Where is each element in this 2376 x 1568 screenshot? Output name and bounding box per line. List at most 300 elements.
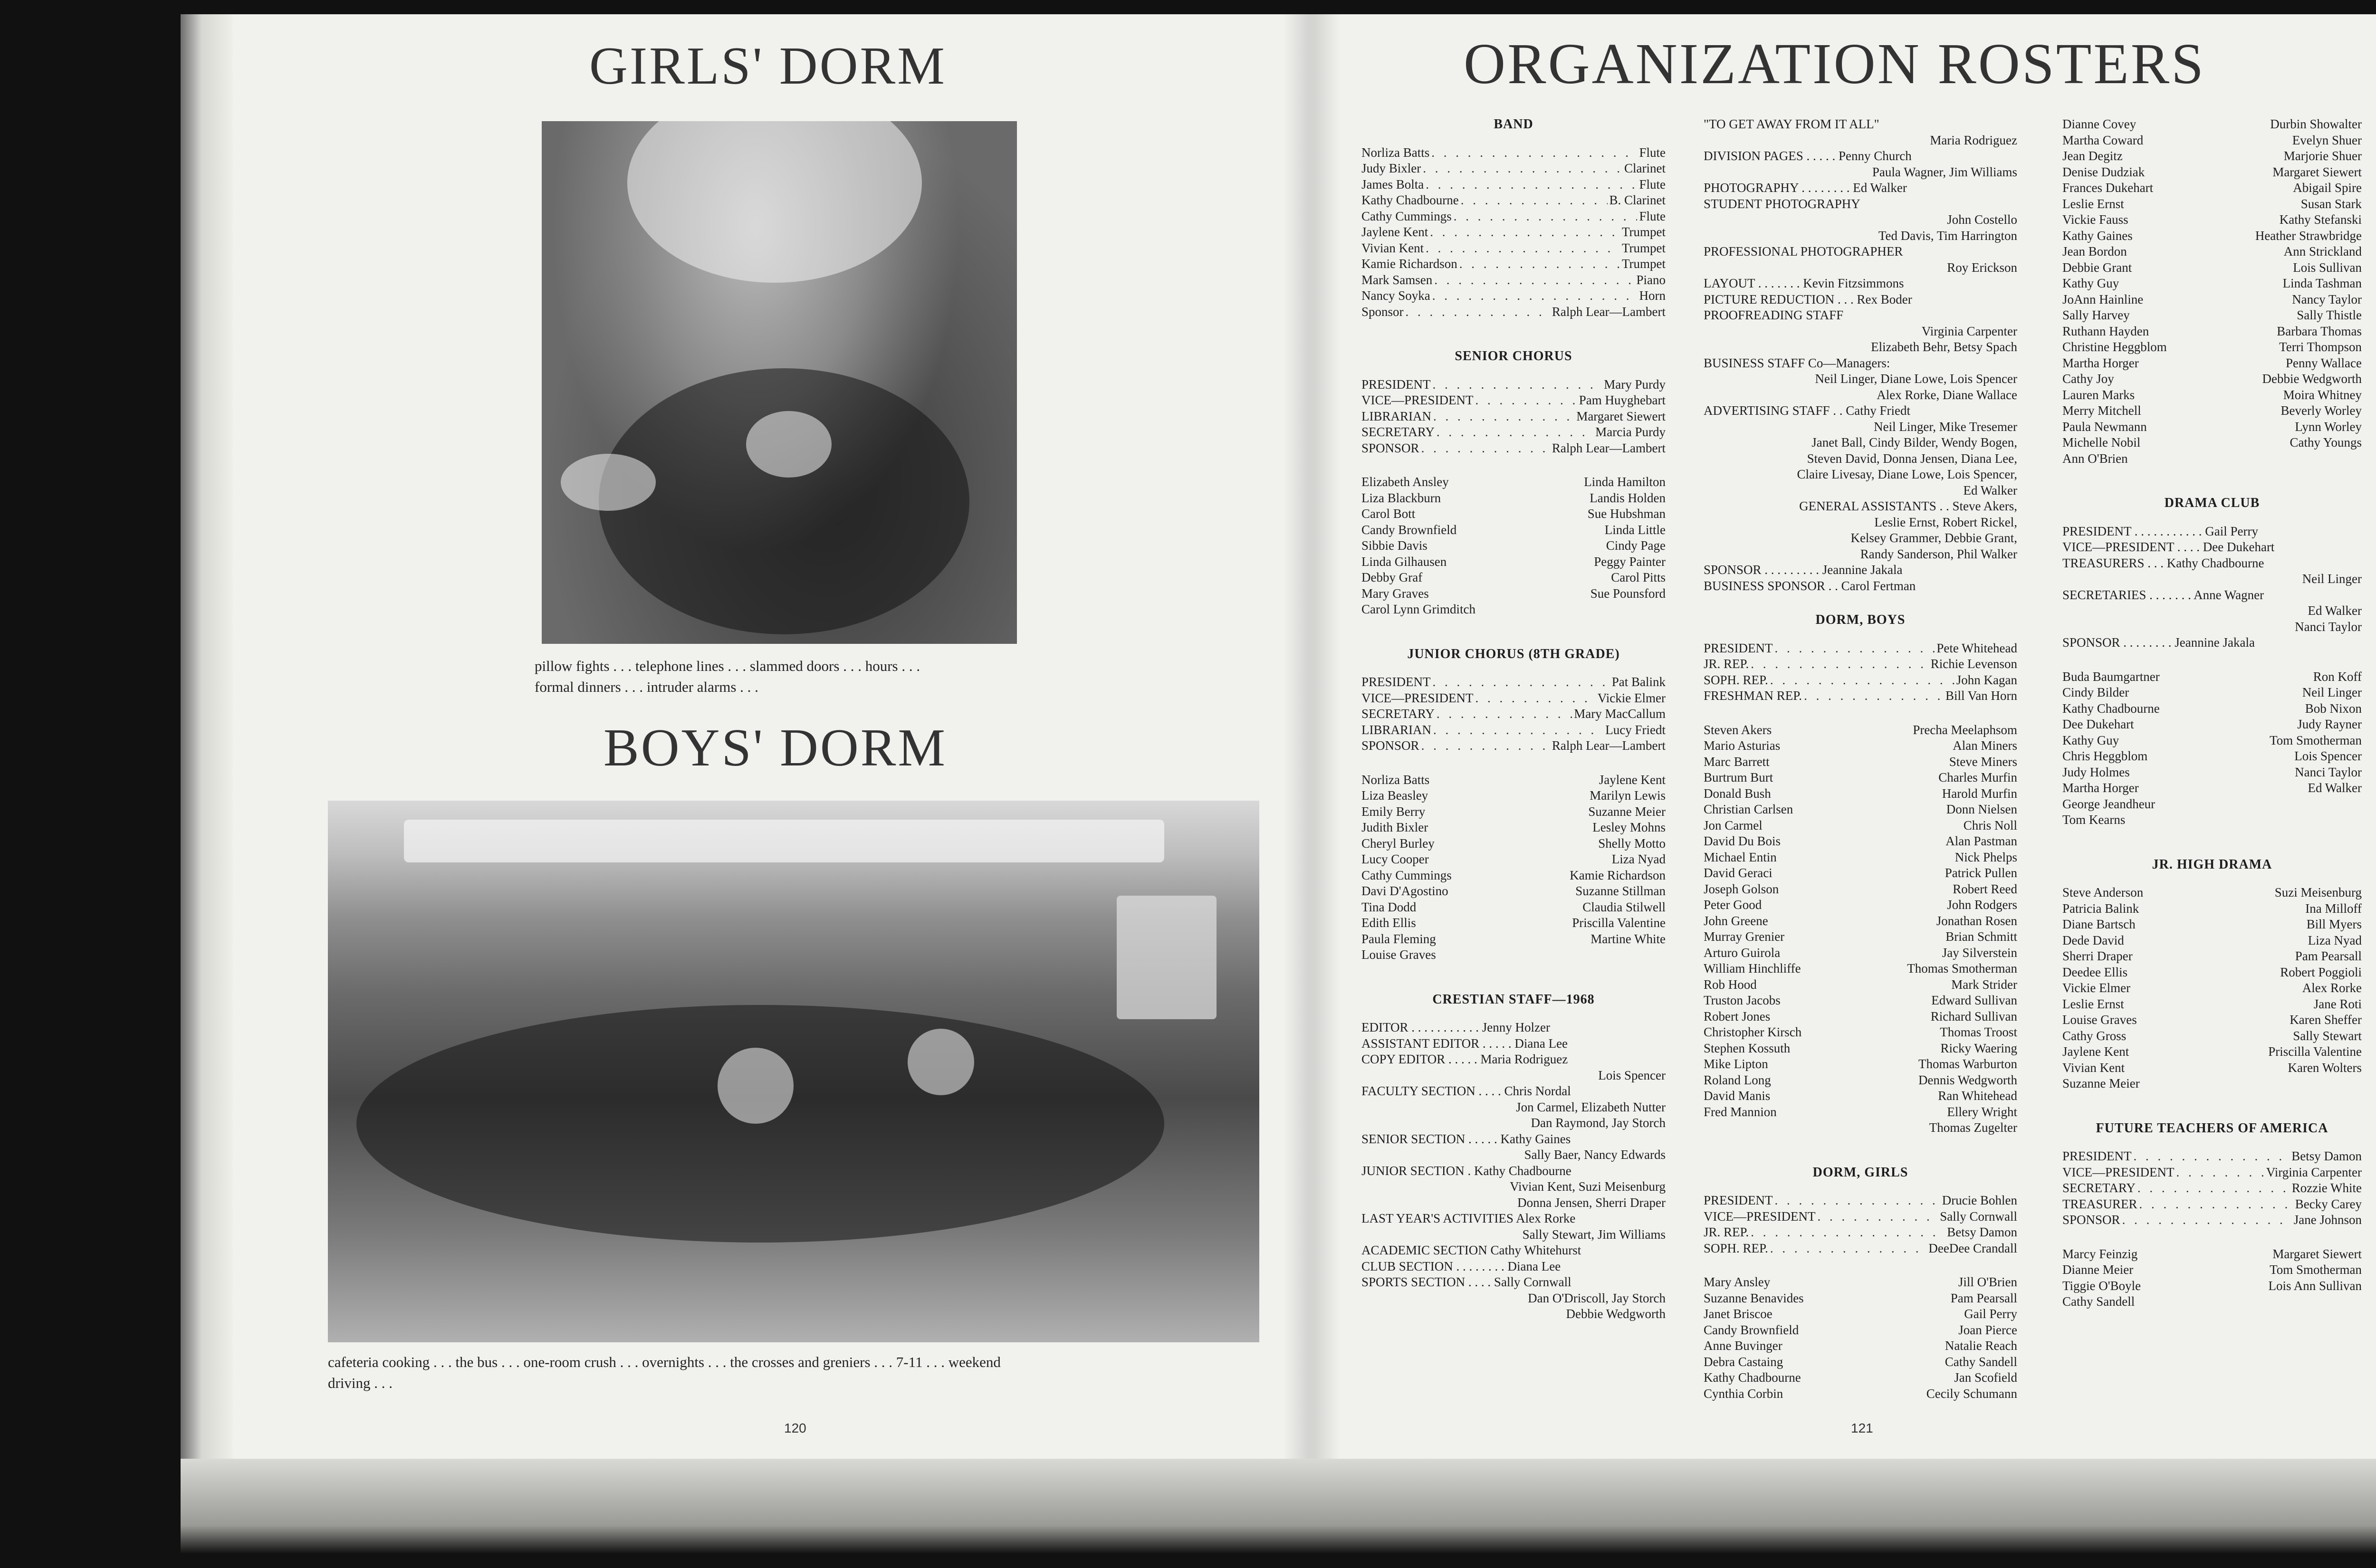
roster-name-left: Christine Heggblom	[2062, 340, 2167, 354]
leader-dots	[1818, 1209, 1938, 1225]
leader-dots	[2134, 1148, 2290, 1165]
leader-dots	[1406, 304, 1550, 320]
roster-name-right: Jay Silverstein	[1942, 945, 2017, 960]
roster-member-row	[1704, 754, 2017, 770]
roster-line: PROOFREADING STAFF	[1704, 308, 1844, 322]
leader-dots	[1423, 161, 1622, 177]
roster-name-right: Linda Hamilton	[1584, 475, 1666, 489]
roster-name-right: Thomas Smotherman	[1907, 961, 2017, 975]
roster-name-right: Bob Nixon	[2305, 701, 2362, 716]
roster-name-left: Sherri Draper	[2062, 949, 2133, 963]
roster-role-row	[1361, 256, 1666, 272]
roster-member-row	[1361, 931, 1666, 947]
roster-name-left: Lucy Cooper	[1361, 852, 1429, 866]
roster-name-left: Denise Dudziak	[2062, 164, 2145, 179]
roster-line: Vivian Kent, Suzi Meisenburg	[1510, 1179, 1666, 1194]
roster-name-left: VICE—PRESIDENT	[1704, 1209, 1816, 1224]
roster-role-row	[2062, 1212, 2362, 1228]
roster-name-left: Dede David	[2062, 933, 2124, 947]
page-number-left: 120	[784, 1421, 806, 1435]
roster-name-right: Natalie Reach	[1945, 1339, 2017, 1353]
roster-line: Leslie Ernst, Robert Rickel,	[1874, 515, 2017, 529]
roster-role-row	[1361, 392, 1666, 409]
roster-name-right: Jonathan Rosen	[1936, 913, 2017, 928]
roster-member-row	[1704, 865, 2017, 881]
roster-name-right: Trumpet	[1621, 225, 1666, 239]
roster-name-right: Sally Thistle	[2297, 308, 2362, 322]
roster-name-right: Betsy Damon	[1947, 1225, 2017, 1239]
roster-member-row	[2062, 116, 2362, 133]
roster-member-row	[2062, 733, 2362, 749]
roster-name-left: VICE—PRESIDENT	[1361, 690, 1474, 705]
roster-name-left: Liza Blackburn	[1361, 490, 1441, 505]
roster-member-row	[1704, 1024, 2017, 1041]
roster-name-left: JR. REP.	[1704, 657, 1749, 671]
roster-name-left: JR. REP.	[1704, 1225, 1749, 1239]
roster-name-right: Cecily Schumann	[1926, 1386, 2017, 1401]
roster-name-left: Michael Entin	[1704, 850, 1777, 864]
roster-member-row	[1704, 1338, 2017, 1354]
drama-club-officers	[2062, 524, 2362, 651]
roster-member-row	[2062, 435, 2362, 451]
roster-name-right: Pam Pearsall	[2295, 949, 2362, 963]
roster-line: Maria Rodriguez	[1930, 133, 2017, 147]
roster-member-row	[2062, 685, 2362, 701]
future-teachers-heading: FUTURE TEACHERS OF AMERICA	[2096, 1120, 2328, 1136]
roster-role-row	[2062, 1165, 2362, 1181]
roster-member-row	[2062, 933, 2362, 949]
roster-name-left: Frances Dukehart	[2062, 181, 2154, 195]
roster-name-left: Cheryl Burley	[1361, 836, 1435, 851]
roster-line: Neil Linger, Diane Lowe, Lois Spencer	[1815, 372, 2017, 386]
roster-line: PHOTOGRAPHY . . . . . . . . Ed Walker	[1704, 181, 1907, 195]
roster-member-row	[1361, 851, 1666, 868]
roster-name-right: Priscilla Valentine	[2268, 1044, 2362, 1059]
roster-name-right: Durbin Showalter	[2270, 117, 2362, 131]
roster-name-right: John Rodgers	[1947, 898, 2017, 912]
roster-line: Ed Walker	[2308, 603, 2362, 618]
roster-role-row	[2062, 1148, 2362, 1165]
roster-name-left: Tom Kearns	[2062, 813, 2126, 827]
roster-line: Donna Jensen, Sherri Draper	[1517, 1195, 1666, 1210]
roster-member-row	[2062, 1028, 2362, 1044]
roster-member-row	[1361, 947, 1666, 963]
roster-name-right: Chris Noll	[1963, 818, 2017, 832]
roster-name-left: Candy Brownfield	[1704, 1322, 1799, 1337]
senior-chorus-members	[1361, 474, 1666, 618]
roster-name-left: SECRETARY	[1361, 707, 1435, 721]
roster-name-left: Mary Graves	[1361, 586, 1429, 601]
roster-member-row	[1361, 538, 1666, 554]
roster-member-row	[1704, 1274, 2017, 1291]
roster-name-left: Martha Horger	[2062, 781, 2139, 795]
roster-name-right: B. Clarinet	[1609, 193, 1666, 207]
roster-member-row	[2062, 355, 2362, 372]
roster-role-row	[1361, 288, 1666, 304]
roster-name-right: Rozzie White	[2291, 1181, 2362, 1195]
girls-caption-line-1: pillow fights . . . telephone lines . . . slammed doors . . . hours . . .	[535, 658, 920, 674]
roster-name-left: Norliza Batts	[1361, 145, 1430, 160]
roster-name-left: Louise Graves	[2062, 1013, 2137, 1027]
roster-name-right: Richie Levenson	[1930, 657, 2017, 671]
roster-member-row	[2062, 148, 2362, 164]
roster-name-right: Margaret Siewert	[2272, 164, 2362, 179]
roster-name-right: Cindy Page	[1606, 538, 1666, 553]
left-page	[233, 14, 1283, 1459]
roster-line: Lois Spencer	[1598, 1068, 1666, 1082]
roster-role-row	[1361, 192, 1666, 209]
roster-line: Dan O'Driscoll, Jay Storch	[1528, 1291, 1666, 1305]
leader-dots	[1475, 392, 1577, 409]
roster-member-row	[2062, 387, 2362, 403]
roster-line: Ted Davis, Tim Harrington	[1878, 228, 2017, 243]
roster-name-left: Vickie Elmer	[2062, 981, 2131, 995]
roster-name-left: TREASURER	[2062, 1196, 2137, 1211]
roster-column-1	[1361, 116, 1666, 1322]
roster-column-2	[1704, 116, 2017, 1402]
junior-chorus-members	[1361, 772, 1666, 963]
roster-member-row	[1704, 786, 2017, 802]
drama-club-heading: DRAMA CLUB	[2164, 496, 2260, 510]
roster-name-left: Lauren Marks	[2062, 387, 2135, 402]
roster-name-right: Suzi Meisenburg	[2274, 885, 2362, 899]
roster-name-right: Trumpet	[1621, 257, 1666, 271]
roster-member-row	[2062, 701, 2362, 717]
roster-role-row	[1704, 1224, 2017, 1241]
roster-name-left: Merry Mitchell	[2062, 403, 2141, 418]
roster-member-row	[1704, 738, 2017, 754]
roster-role-row	[1704, 1193, 2017, 1209]
roster-name-right: Lois Spencer	[2294, 749, 2362, 763]
roster-line: COPY EDITOR . . . . . Maria Rodriguez	[1361, 1052, 1568, 1066]
roster-name-left: Marcy Feinzig	[2062, 1246, 2138, 1261]
roster-name-left: Martha Horger	[2062, 355, 2139, 370]
roster-name-right: Lois Sullivan	[2293, 260, 2362, 275]
roster-name-left: Debbie Grant	[2062, 260, 2132, 275]
roster-line: Nanci Taylor	[2295, 619, 2362, 634]
senior-chorus-heading: SENIOR CHORUS	[1455, 349, 1572, 363]
band-heading: BAND	[1494, 117, 1533, 132]
roster-member-row	[1704, 1386, 2017, 1402]
roster-member-row	[1704, 850, 2017, 866]
roster-name-right: Ricky Waering	[1940, 1041, 2017, 1055]
roster-name-right: Harold Murfin	[1942, 786, 2017, 801]
roster-name-left: Mary Ansley	[1704, 1275, 1771, 1289]
roster-member-row	[2062, 1294, 2362, 1310]
roster-name-left: Patricia Balink	[2062, 901, 2139, 916]
roster-line: Neil Linger, Mike Tresemer	[1874, 419, 2017, 434]
roster-name-right: Terri Thompson	[2279, 340, 2362, 354]
roster-line: EDITOR . . . . . . . . . . . Jenny Holzer	[1361, 1020, 1550, 1034]
roster-name-right: Robert Poggioli	[2280, 965, 2362, 979]
roster-name-right: Abigail Spire	[2293, 181, 2362, 195]
leader-dots	[1751, 1224, 1945, 1241]
roster-name-left: Debra Castaing	[1704, 1354, 1783, 1369]
roster-name-left: SECRETARY	[1361, 425, 1435, 439]
roster-line: Debbie Wedgworth	[1566, 1307, 1666, 1321]
roster-name-left: Steven Akers	[1704, 722, 1772, 737]
roster-member-row	[2062, 669, 2362, 685]
roster-member-row	[1361, 586, 1666, 602]
roster-member-row	[1704, 722, 2017, 738]
roster-role-row	[1704, 1241, 2017, 1257]
future-teachers-members	[2062, 1246, 2362, 1310]
roster-member-row	[1361, 554, 1666, 570]
roster-name-right: Dennis Wedgworth	[1918, 1072, 2017, 1087]
roster-name-left: Truston Jacobs	[1704, 993, 1781, 1007]
roster-name-left: Kathy Chadbourne	[2062, 701, 2160, 716]
roster-name-left: Buda Baumgartner	[2062, 669, 2160, 684]
roster-line: TREASURERS . . . Kathy Chadbourne	[2062, 555, 2264, 570]
roster-name-left: Mark Samsen	[1361, 272, 1433, 287]
roster-name-left: Christopher Kirsch	[1704, 1025, 1802, 1039]
roster-name-left: Jean Degitz	[2062, 149, 2123, 163]
roster-name-left: Michelle Nobil	[2062, 435, 2141, 449]
roster-name-left: Peter Good	[1704, 898, 1762, 912]
roster-name-right: Thomas Troost	[1940, 1025, 2017, 1039]
roster-line: Claire Livesay, Diane Lowe, Lois Spencer,	[1797, 467, 2017, 481]
roster-line: Elizabeth Behr, Betsy Spach	[1871, 340, 2017, 354]
roster-name-right: Nancy Taylor	[2292, 292, 2362, 306]
roster-name-right: Cathy Sandell	[1945, 1354, 2017, 1369]
roster-name-left: John Greene	[1704, 913, 1768, 928]
roster-member-row	[2062, 1262, 2362, 1278]
junior-chorus-officers	[1361, 674, 1666, 754]
roster-name-left: Jon Carmel	[1704, 818, 1763, 832]
roster-member-row	[2062, 196, 2362, 212]
roster-role-row	[1361, 409, 1666, 425]
leader-dots	[1475, 690, 1596, 707]
roster-name-right: Claudia Stilwell	[1582, 899, 1666, 914]
roster-name-left: Leslie Ernst	[2062, 196, 2124, 211]
roster-name-right: Brian Schmitt	[1945, 929, 2017, 944]
roster-name-left: Arturo Guirola	[1704, 945, 1781, 960]
roster-name-left: Marc Barrett	[1704, 754, 1770, 769]
roster-name-right: Virginia Carpenter	[2266, 1165, 2362, 1179]
roster-member-row	[2062, 419, 2362, 435]
roster-name-left: Murray Grenier	[1704, 929, 1785, 944]
leader-dots	[1426, 177, 1637, 193]
roster-name-right: Jane Johnson	[2293, 1213, 2362, 1227]
roster-name-right: Alex Rorke	[2302, 981, 2362, 995]
roster-name-left: Suzanne Benavides	[1704, 1291, 1804, 1305]
leader-dots	[1804, 688, 1944, 704]
roster-name-left: Suzanne Meier	[2062, 1076, 2140, 1090]
roster-line: Steven David, Donna Jensen, Diana Lee,	[1807, 451, 2017, 466]
roster-name-right: Debbie Wedgworth	[2262, 372, 2362, 386]
roster-name-left: Ruthann Hayden	[2062, 324, 2149, 338]
roster-name-left: Dianne Meier	[2062, 1262, 2134, 1277]
roster-name-left: Edith Ellis	[1361, 916, 1416, 930]
roster-name-right: Kamie Richardson	[1570, 868, 1666, 882]
roster-name-right: Trumpet	[1621, 240, 1666, 255]
roster-name-left: Tiggie O'Boyle	[2062, 1278, 2141, 1293]
roster-name-right: Ralph Lear—Lambert	[1552, 440, 1666, 455]
future-teachers-officers	[2062, 1148, 2362, 1228]
leader-dots	[1433, 377, 1602, 393]
book-gutter	[1283, 14, 1340, 1554]
roster-member-row	[2062, 451, 2362, 467]
roster-member-row	[2062, 812, 2362, 828]
leader-dots	[2176, 1165, 2264, 1181]
roster-line: BUSINESS SPONSOR . . Carol Fertman	[1704, 578, 1916, 593]
roster-name-right: Bill Van Horn	[1945, 688, 2017, 703]
roster-member-row	[2062, 133, 2362, 149]
dorm-boys-heading: DORM, BOYS	[1815, 612, 1906, 627]
roster-role-row	[1704, 672, 2017, 688]
roster-line: Jon Carmel, Elizabeth Nutter	[1516, 1100, 1666, 1114]
roster-line: Ed Walker	[1963, 483, 2017, 497]
boys-caption-line-1: cafeteria cooking . . . the bus . . . one-room crush . . . overnights . . . the crosses and greniers . . . 7-11 . . . weekend	[328, 1354, 1001, 1370]
roster-name-right: Nanci Taylor	[2295, 765, 2362, 779]
roster-name-left: Elizabeth Ansley	[1361, 475, 1449, 489]
leader-dots	[1421, 440, 1550, 457]
roster-name-right: Donn Nielsen	[1946, 802, 2017, 816]
roster-role-row	[1361, 209, 1666, 225]
roster-role-row	[1361, 738, 1666, 754]
roster-name-left: David Geraci	[1704, 866, 1772, 880]
roster-name-left: PRESIDENT	[1361, 675, 1431, 689]
roster-name-right: Priscilla Valentine	[1572, 916, 1666, 930]
roster-name-left: Deedee Ellis	[2062, 965, 2128, 979]
roster-member-row	[2062, 292, 2362, 308]
roster-name-left: Kathy Guy	[2062, 276, 2119, 290]
roster-name-left: Burtrum Burt	[1704, 770, 1773, 784]
roster-name-right: Kathy Stefanski	[2279, 212, 2362, 227]
roster-member-row	[1361, 506, 1666, 522]
leader-dots	[1430, 224, 1620, 240]
roster-member-row	[1704, 1041, 2017, 1057]
roster-member-row	[1361, 868, 1666, 884]
roster-name-left: David Manis	[1704, 1089, 1771, 1103]
roster-member-row	[1704, 945, 2017, 961]
roster-member-row	[1704, 913, 2017, 929]
roster-name-left: LIBRARIAN	[1361, 722, 1431, 737]
leader-dots	[1433, 674, 1610, 690]
roster-name-right: Margaret Siewert	[2272, 1246, 2362, 1261]
roster-line: Paula Wagner, Jim Williams	[1872, 164, 2017, 179]
roster-name-right: Flute	[1639, 177, 1666, 191]
roster-name-left: David Du Bois	[1704, 834, 1781, 848]
roster-name-left: PRESIDENT	[2062, 1149, 2132, 1163]
roster-name-left: Mike Lipton	[1704, 1057, 1768, 1071]
roster-member-row	[1361, 836, 1666, 852]
roster-name-left: Vivian Kent	[1361, 240, 1424, 255]
roster-member-row	[2062, 980, 2362, 996]
roster-name-right: Jan Scofield	[1954, 1370, 2017, 1385]
roster-name-right: Mary MacCallum	[1574, 707, 1666, 721]
roster-name-right: Jaylene Kent	[1599, 772, 1666, 787]
roster-line: PICTURE REDUCTION . . . Rex Boder	[1704, 292, 1912, 306]
roster-name-right: Margaret Siewert	[1576, 409, 1666, 423]
roster-name-left: VICE—PRESIDENT	[1361, 393, 1474, 407]
leader-dots	[1437, 706, 1572, 722]
roster-name-left: Jaylene Kent	[1361, 225, 1428, 239]
leader-dots	[1434, 272, 1634, 288]
roster-name-right: Nick Phelps	[1954, 850, 2017, 864]
roster-line: CLUB SECTION . . . . . . . . Diana Lee	[1361, 1259, 1561, 1273]
band-list	[1361, 145, 1666, 320]
roster-name-right: Ran Whitehead	[1938, 1089, 2017, 1103]
roster-line: PROFESSIONAL PHOTOGRAPHER	[1704, 244, 1903, 258]
roster-name-right: Vickie Elmer	[1597, 690, 1666, 705]
roster-name-right: Lesley Mohns	[1592, 820, 1666, 834]
roster-name-right: Joan Pierce	[1958, 1322, 2017, 1337]
roster-role-row	[1704, 641, 2017, 657]
roster-name-right: Lois Ann Sullivan	[2268, 1278, 2362, 1293]
roster-role-row	[2062, 1180, 2362, 1196]
roster-name-left: Cathy Sandell	[2062, 1294, 2135, 1309]
page-edges	[181, 14, 233, 1459]
roster-name-right: Lynn Worley	[2295, 419, 2362, 434]
roster-line: ADVERTISING STAFF . . Cathy Friedt	[1704, 403, 1910, 418]
roster-name-left: Robert Jones	[1704, 1009, 1771, 1023]
leader-dots	[1775, 641, 1935, 657]
junior-chorus-heading: JUNIOR CHORUS (8TH GRADE)	[1407, 646, 1620, 661]
roster-role-row	[2062, 1196, 2362, 1213]
roster-name-left: Chris Heggblom	[2062, 749, 2148, 763]
roster-name-right: Shelly Motto	[1598, 836, 1666, 851]
roster-name-right: Cathy Youngs	[2290, 435, 2362, 449]
leader-dots	[1751, 656, 1929, 672]
roster-role-row	[1361, 161, 1666, 177]
roster-name-right: Sally Stewart	[2293, 1028, 2362, 1043]
roster-name-left: Emily Berry	[1361, 804, 1426, 819]
roster-name-right: Mary Purdy	[1604, 377, 1666, 392]
roster-member-row	[2062, 371, 2362, 387]
roster-member-row	[1704, 1009, 2017, 1025]
roster-name-right: Flute	[1639, 145, 1666, 160]
roster-name-right: Thomas Zugelter	[1929, 1120, 2017, 1135]
roster-member-row	[2062, 244, 2362, 260]
roster-name-left: Leslie Ernst	[2062, 996, 2124, 1011]
roster-name-left: Mario Asturias	[1704, 738, 1781, 753]
roster-member-row	[2062, 901, 2362, 917]
leader-dots	[1775, 1193, 1940, 1209]
roster-member-row	[1361, 602, 1666, 618]
roster-name-left: Roland Long	[1704, 1072, 1771, 1087]
roster-name-right: Ellery Wright	[1947, 1104, 2017, 1119]
leader-dots	[1461, 192, 1608, 209]
roster-member-row	[1361, 820, 1666, 836]
page-number-right: 121	[1851, 1421, 1873, 1435]
roster-member-row	[1704, 929, 2017, 945]
leader-dots	[1426, 240, 1620, 257]
roster-name-left: SPONSOR	[1361, 440, 1419, 455]
roster-name-right: Marcia Purdy	[1595, 425, 1666, 439]
roster-line: PRESIDENT . . . . . . . . . . . Gail Perry	[2062, 524, 2258, 538]
bottom-shadow	[181, 1459, 2376, 1554]
girls-caption-line-2: formal dinners . . . intruder alarms . . .	[535, 679, 758, 695]
roster-name-left: Judith Bixler	[1361, 820, 1428, 834]
roster-name-right: Flute	[1639, 209, 1666, 223]
roster-name-left: Linda Gilhausen	[1361, 554, 1447, 569]
roster-member-row	[2062, 1278, 2362, 1294]
roster-role-row	[1361, 272, 1666, 288]
roster-name-right: Tom Smotherman	[2270, 733, 2362, 747]
roster-name-left: Vickie Fauss	[2062, 212, 2128, 227]
roster-line: LAST YEAR'S ACTIVITIES Alex Rorke	[1361, 1211, 1576, 1225]
roster-name-left: Martha Coward	[2062, 133, 2144, 147]
dorm-boys-officers	[1704, 641, 2017, 704]
roster-name-left: Louise Graves	[1361, 947, 1436, 962]
roster-name-left: Dianne Covey	[2062, 117, 2136, 131]
roster-role-row	[1361, 706, 1666, 722]
jr-high-drama-heading: JR. HIGH DRAMA	[2152, 857, 2272, 872]
roster-role-row	[1361, 424, 1666, 440]
roster-member-row	[1704, 1104, 2017, 1120]
roster-name-left: Jaylene Kent	[2062, 1044, 2129, 1059]
